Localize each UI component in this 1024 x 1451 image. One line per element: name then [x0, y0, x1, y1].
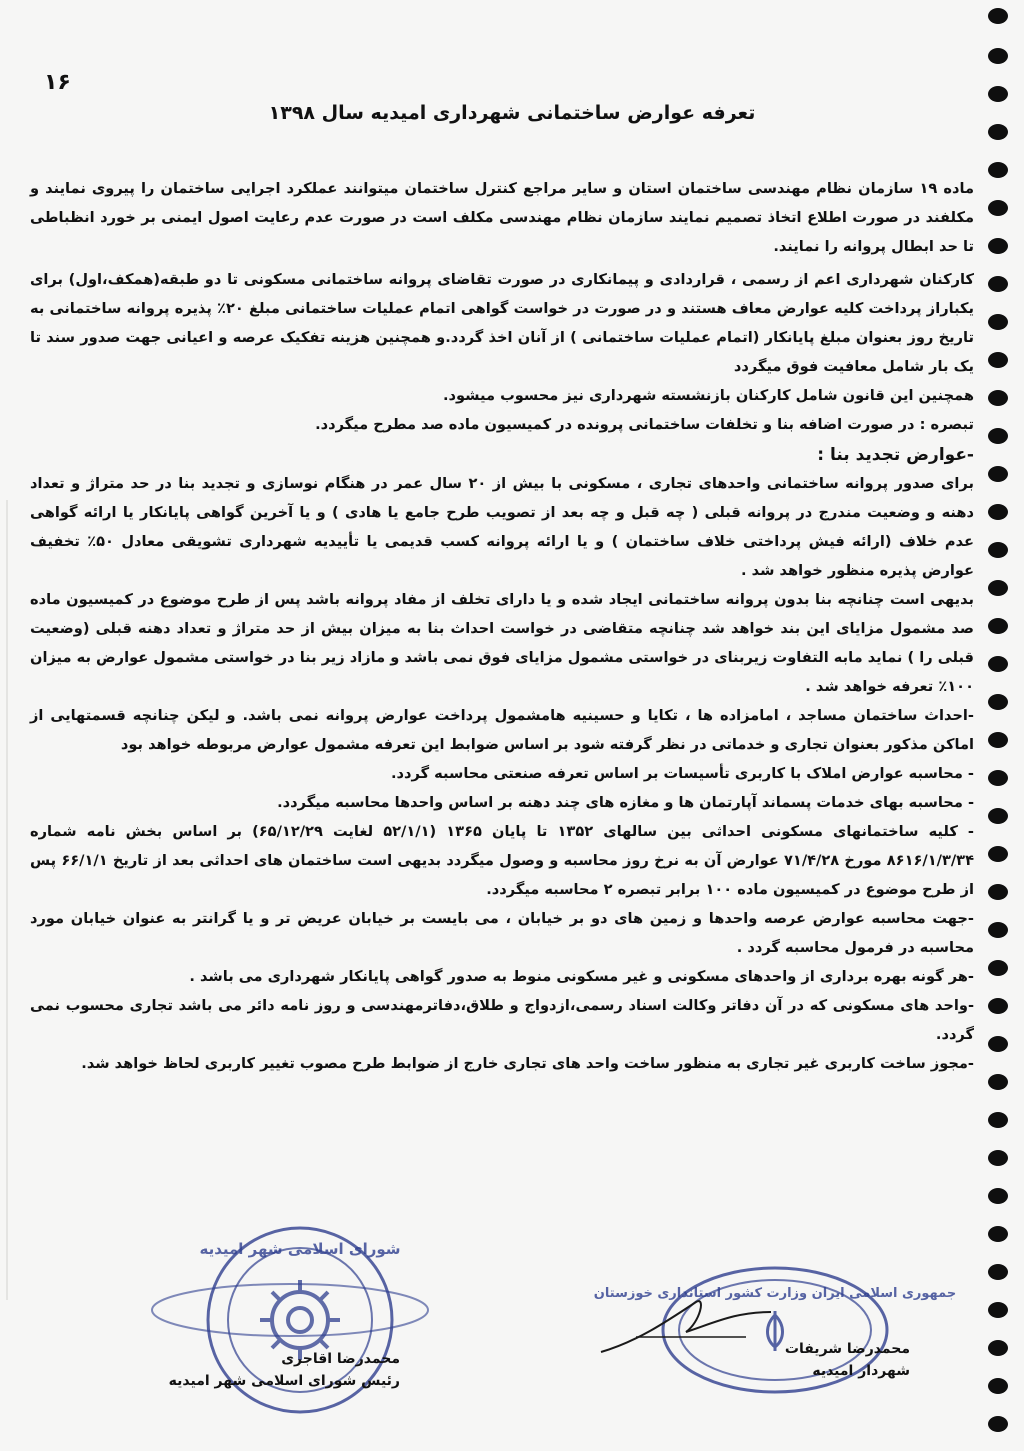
binding-hole: [988, 1302, 1008, 1318]
council-stamp: [150, 1210, 430, 1440]
binding-hole: [988, 656, 1008, 672]
binding-hole: [988, 200, 1008, 216]
binding-hole: [988, 618, 1008, 634]
stamp-text: جمهوری اسلامی ایران وزارت کشور استانداری خوزستان: [593, 1286, 957, 1301]
binding-hole: [988, 1226, 1008, 1242]
list-item: - کلیه ساختمانهای مسکونی احداثی بین سالهای ۱۳۵۲ تا پایان ۱۳۶۵ (۵۲/۱/۱ لغایت ۶۵/۱۲/۲۹) بر اساس بخش نامه شماره ۸۶۱۶/۱/۳/۳۴ مورخ ۷۱/۴/۲۸ عوارض آن به نرخ روز محاسبه و وصول میگردد بدیهی است ساختمان های احداثی بعد از تاریخ ۶۶/۱/۱ پس از طرح موضوع در کمیسیون ماده ۱۰۰ برابر تبصره ۲ محاسبه میگردد.: [30, 823, 974, 898]
paragraph: بدیهی است چنانچه بنا بدون پروانه ساختمانی ایجاد شده و یا دارای تخلف از مفاد پروانه باشد پس از طرح موضوع در کمیسیون ماده صد مشمول مزایای این بند خواهد شد چنانچه متقاضی در خواست احداث بنا به میزان بیش از حد متراژ و تعداد دهنه قبلی (وضعیت قبلی را ) نماید مابه التفاوت زیربنای در خواستی مشمول مزایای فوق نمی باشد و مازاد زیر بنا در خواستی مشمول عوارض به میزان ۱۰۰٪ تعرفه خواهد شد .: [30, 591, 974, 695]
mayor-name: محمدرضا شریفات: [784, 1341, 910, 1357]
binding-hole: [988, 846, 1008, 862]
mayor-role: شهردار امیدیه: [812, 1363, 910, 1379]
binding-hole: [988, 922, 1008, 938]
binding-hole: [988, 390, 1008, 406]
binding-hole: [988, 1264, 1008, 1280]
paragraph: برای صدور پروانه ساختمانی واحدهای تجاری ، مسکونی با بیش از ۲۰ سال عمر در هنگام نوسازی و تجدید بنا در حد متراژ و تعداد دهنه و وضعیت مندرج در پروانه قبلی ( چه قبل و چه بعد از تصویب طرح جامع یا هادی ) و یا آخرین گواهی پایانکار یا ارائه گواهی عدم خلاف (ارائه فیش پرداختی خلاف ساختمان ) و یا ارائه پروانه کسب قدیمی یا تأییدیه شهرداری تشویقی معادل ۵۰٪ تخفیف عوارض پذیره منظور خواهد شد .: [30, 475, 974, 579]
binding-hole: [988, 1340, 1008, 1356]
binding-hole: [988, 314, 1008, 330]
section-heading: -عوارض تجدید بنا :: [817, 445, 974, 465]
council-signature: [160, 1348, 400, 1392]
binding-hole: [988, 694, 1008, 710]
binding-hole: [988, 162, 1008, 178]
binding-hole: [988, 960, 1008, 976]
binding-hole: [988, 48, 1008, 64]
page-title: تعرفه عوارض ساختمانی شهرداری امیدیه سال ۱۳۹۸: [268, 102, 756, 124]
binding-hole: [988, 542, 1008, 558]
stamp-text: شورای اسلامی شهر امیدیه: [199, 1240, 401, 1258]
binding-hole: [988, 884, 1008, 900]
binding-hole: [988, 732, 1008, 748]
note-paragraph: تبصره : در صورت اضافه بنا و تخلفات ساختمانی پرونده در کمیسیون ماده صد مطرح میگردد.: [315, 416, 974, 433]
binding-hole: [988, 1416, 1008, 1432]
paragraph: ماده ۱۹ سازمان نظام مهندسی ساختمان استان و سایر مراجع کنترل ساختمان میتوانند عملکرد اجرایی ساختمان را پیروی نمایند و مکلفند در صورت اطلاع اتخاذ تصمیم نمایند سازمان نظام مهندسی مکلف است در صورت عدم رعایت اصول ایمنی بر خورد انظباطی تا حد ابطال پروانه را نمایند.: [30, 180, 974, 255]
binding-hole: [988, 1074, 1008, 1090]
page-number: ۱۶: [44, 70, 71, 95]
list-item: -احداث ساختمان مساجد ، امامزاده ها ، تکایا و حسینیه هامشمول پرداخت عوارض پروانه نمی باشد. و لیکن چنانچه قسمتهایی از اماکن مذکور بعنوان تجاری و خدماتی در نظر گرفته شود بر اساس ضوابط این تعرفه مشمول عوارض مربوطه خواهد بود: [30, 707, 974, 753]
binding-hole: [988, 124, 1008, 140]
binding-hole: [988, 1036, 1008, 1052]
paragraph: همچنین این قانون شامل کارکنان بازنشسته شهرداری نیز محسوب میشود.: [442, 387, 974, 404]
list-item: -مجوز ساخت کاربری غیر تجاری به منظور ساخت واحد های تجاری خارج از ضوابط طرح مصوب تغییر کاربری لحاظ خواهد شد.: [81, 1055, 974, 1072]
binding-hole: [988, 504, 1008, 520]
binding-hole: [988, 1112, 1008, 1128]
binding-hole: [988, 770, 1008, 786]
paragraph: کارکنان شهرداری اعم از رسمی ، قراردادی و پیمانکاری در صورت تقاضای پروانه ساختمانی مسکونی تا دو طبقه(همکف،اول) برای یکباراز پرداخت کلیه عوارض معاف هستند و در صورت در خواست گواهی اتمام عملیات ساختمانی مبلغ ۲۰٪ پذیره پروانه ساختمانی به تاریخ روز بعنوان مبلغ پایانکار (اتمام عملیات ساختمانی ) از آنان اخذ گردد.و همچنین هزینه تفکیک عرصه و اعیانی جهت صدور سند تا یک بار شامل معافیت فوق میگردد: [30, 271, 974, 375]
binding-hole: [988, 1150, 1008, 1166]
list-item: -هر گونه بهره برداری از واحدهای مسکونی و غیر مسکونی منوط به صدور گواهی پایانکار شهرداری می باشد .: [189, 968, 974, 985]
binding-hole: [988, 352, 1008, 368]
mayor-signature: [710, 1338, 910, 1382]
binding-hole: [988, 808, 1008, 824]
list-item: - محاسبه بهای خدمات پسماند آپارتمان ها و مغازه های چند دهنه بر اساس واحدها محاسبه میگردد.: [277, 794, 974, 811]
document-body: [30, 174, 974, 1078]
binding-hole: [988, 998, 1008, 1014]
binding-hole: [988, 276, 1008, 292]
scan-margin: [6, 500, 8, 1300]
binding-hole: [988, 580, 1008, 596]
binding-hole: [988, 466, 1008, 482]
council-head-role: رئیس شورای اسلامی شهر امیدیه: [168, 1373, 400, 1389]
binding-hole: [988, 1378, 1008, 1394]
spiral-binding: [984, 0, 1020, 1451]
binding-hole: [988, 8, 1008, 24]
binding-hole: [988, 238, 1008, 254]
council-head-name: محمدرضا اقاجری: [281, 1351, 400, 1367]
binding-hole: [988, 428, 1008, 444]
list-item: -جهت محاسبه عوارض عرصه واحدها و زمین های دو بر خیابان ، می بایست بر خیابان عریض تر و یا گرانتر به عنوان خیابان مورد محاسبه در فرمول محاسبه گردد .: [30, 910, 974, 956]
list-item: - محاسبه عوارض املاک با کاربری تأسیسات بر اساس تعرفه صنعتی محاسبه گردد.: [391, 765, 974, 782]
list-item: -واحد های مسکونی که در آن دفاتر وکالت اسناد رسمی،ازدواج و طلاق،دفاترمهندسی و روز نامه دائر می باشد تجاری محسوب نمی گردد.: [30, 997, 974, 1043]
binding-hole: [988, 86, 1008, 102]
binding-hole: [988, 1188, 1008, 1204]
